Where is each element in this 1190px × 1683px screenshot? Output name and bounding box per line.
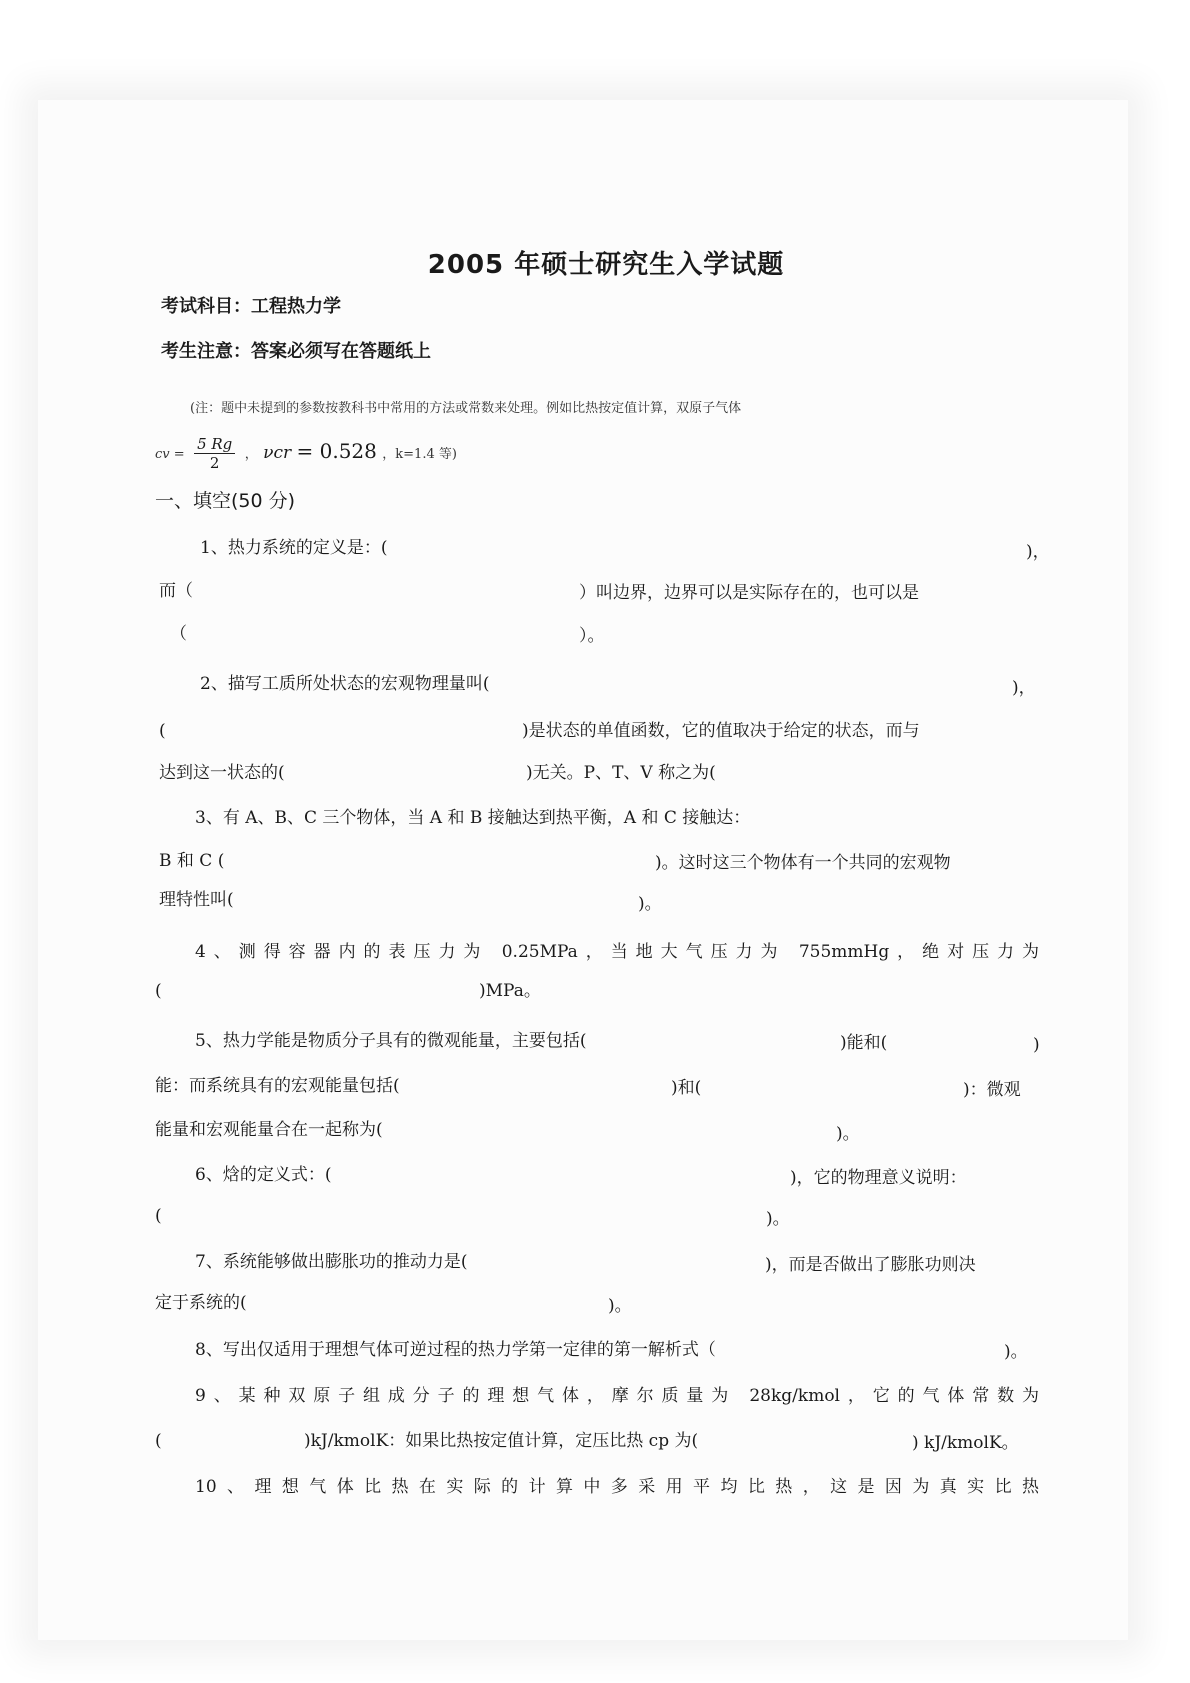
q1-line3-start: （ <box>170 624 187 644</box>
note-line: (注：题中未提到的参数按教科书中常用的方法或常数来处理。例如比热按定值计算，双原子气体 <box>190 401 742 416</box>
q6-text: 6、焓的定义式：( <box>195 1165 332 1185</box>
q4-line2-end: )MPa。 <box>479 981 541 1001</box>
formula-separator: ， <box>244 447 258 462</box>
q7-line2-end: )。 <box>608 1296 632 1316</box>
q2-text: 2、描写工质所处状态的宏观物理量叫( <box>200 674 490 694</box>
q1-line3-end: ）。 <box>579 626 605 646</box>
q1-close: )， <box>1026 542 1050 562</box>
q7-mid: )，而是否做出了膨胀功则决 <box>765 1255 976 1275</box>
vcr-rhs: = 0.528 <box>296 439 377 463</box>
q8-close: )。 <box>1004 1342 1028 1362</box>
q8-text: 8、写出仅适用于理想气体可逆过程的热力学第一定律的第一解析式（ <box>195 1340 716 1360</box>
q10-text: 10、理想气体比热在实际的计算中多采用平均比热，这是因为真实比热 <box>195 1477 1039 1497</box>
q5-line2-start: 能：而系统具有的宏观能量包括( <box>155 1076 400 1096</box>
section-heading: 一、填空(50 分) <box>155 490 296 512</box>
q6-line2-start: ( <box>155 1206 162 1226</box>
q3-line3-start: 理特性叫( <box>159 890 234 910</box>
q5-text: 5、热力学能是物质分子具有的微观能量，主要包括( <box>195 1031 587 1051</box>
q4-line2-start: ( <box>155 981 162 1001</box>
q6-mid: )，它的物理意义说明： <box>790 1168 967 1188</box>
q9-line2-mid: )kJ/kmolK：如果比热按定值计算，定压比热 cp 为( <box>304 1431 699 1451</box>
cv-lhs: cv = <box>155 447 185 462</box>
vcr-lhs: νcr <box>263 443 292 463</box>
q3-line3-end: )。 <box>638 894 662 914</box>
exam-subject: 考试科目：工程热力学 <box>161 296 341 317</box>
q4-text: 4、测得容器内的表压力为 0.25MPa，当地大气压力为 755mmHg，绝对压力为 <box>195 942 1039 962</box>
q5-line2-end: )：微观 <box>963 1080 1021 1100</box>
q3-line2-end: )。这时这三个物体有一个共同的宏观物 <box>655 853 951 873</box>
cv-numerator: 5 Rg <box>194 435 235 454</box>
q3-text: 3、有 A、B、C 三个物体，当 A 和 B 接触达到热平衡，A 和 C 接触达： <box>195 808 751 828</box>
note-formula <box>155 428 457 474</box>
q9-text: 9、某种双原子组成分子的理想气体，摩尔质量为 28kg/kmol，它的气体常数为 <box>195 1386 1039 1406</box>
q1-line2-end: ）叫边界，边界可以是实际存在的，也可以是 <box>579 583 919 603</box>
q5-mid: )能和( <box>840 1033 888 1053</box>
q9-line2-end: ) kJ/kmolK。 <box>912 1433 1019 1453</box>
exam-title: 2005 年硕士研究生入学试题 <box>427 250 785 280</box>
cv-denominator: 2 <box>209 454 220 472</box>
q5-line3-end: )。 <box>836 1124 860 1144</box>
q7-text: 7、系统能够做出膨胀功的推动力是( <box>195 1252 468 1272</box>
q3-line2-start: B 和 C ( <box>159 851 225 871</box>
q2-close: )， <box>1012 678 1036 698</box>
q2-line3-end: )无关。P、T、V 称之为( <box>526 763 716 783</box>
q1-line2-start: 而（ <box>159 581 193 601</box>
q9-line2-start: ( <box>155 1431 162 1451</box>
q5-close: ) <box>1033 1035 1040 1055</box>
q5-line2-mid: )和( <box>671 1078 702 1098</box>
cv-fraction <box>194 435 235 472</box>
note-tail: ，k=1.4 等) <box>382 447 457 462</box>
q1-text: 1、热力系统的定义是：( <box>200 538 388 558</box>
q2-line2-end: )是状态的单值函数，它的值取决于给定的状态，而与 <box>522 721 920 741</box>
q7-line2-start: 定于系统的( <box>155 1293 247 1313</box>
q5-line3-start: 能量和宏观能量合在一起称为( <box>155 1120 383 1140</box>
q2-line2-start: ( <box>159 721 166 741</box>
exam-notice: 考生注意：答案必须写在答题纸上 <box>161 341 431 362</box>
q6-line2-end: )。 <box>766 1209 790 1229</box>
q2-line3-start: 达到这一状态的( <box>159 763 285 783</box>
